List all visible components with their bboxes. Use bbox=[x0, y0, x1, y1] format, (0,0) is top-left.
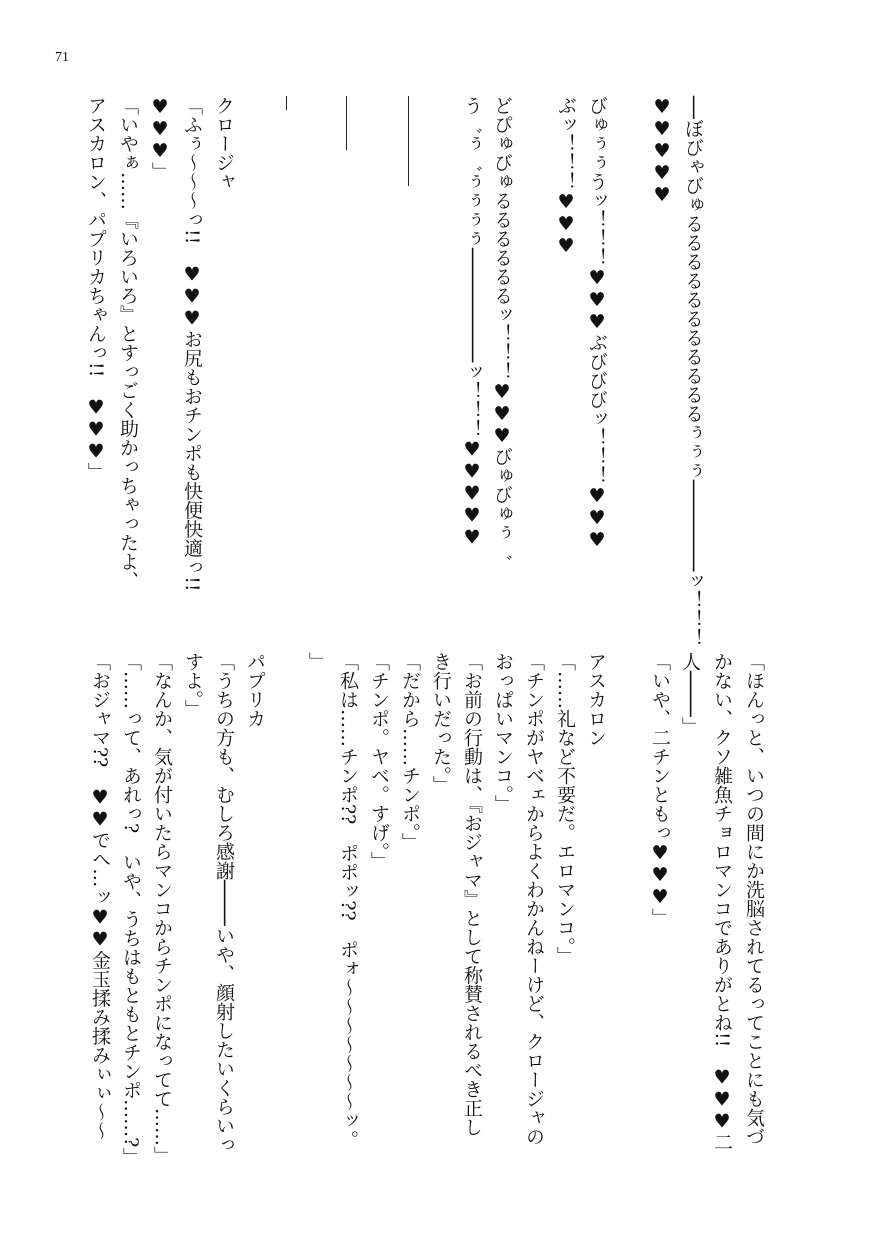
dialogue-line: 「いや、二チンともっ♥♥♥」 bbox=[649, 652, 671, 927]
dialogue-line: 「チンポがヤベェからよくわかんねーけど、クロージャの bbox=[523, 652, 545, 1146]
sound-effect-line: ぶッ！！！♥♥♥ bbox=[555, 96, 577, 257]
dialogue-line: 「おジャマ?? ♥♥でへ…ッ♥♥金玉揉み揉みぃぃ～～ bbox=[89, 652, 111, 1141]
speaker-name: パプリカ bbox=[244, 652, 266, 728]
speaker-name: クロージャ bbox=[213, 96, 235, 191]
dialogue-line: 「チンポ。ヤベ。すげ。」 bbox=[368, 652, 390, 871]
dialogue-line: 「……礼など不要だ。エロマンコ。」 bbox=[554, 652, 576, 966]
dash-separator bbox=[286, 96, 287, 110]
speaker-name: アスカロン bbox=[585, 652, 607, 747]
sound-effect-line: ──ぼびゃびゅるるるるるるるるるるるぅぅぅ────────ッ！！！ bbox=[682, 96, 704, 648]
dialogue-line: 人────」 bbox=[679, 652, 701, 736]
dialogue-line: 「お前の行動は、『おジャマ』として称賛されるべき正し bbox=[461, 652, 483, 1137]
dialogue-line: 「うちの方も、むしろ感謝────いや、顔射したいくらいっ bbox=[213, 652, 235, 1154]
dialogue-line: 「ほんっと、いつの間にか洗脳されてるってことにも気づ bbox=[743, 652, 765, 1146]
sound-effect-line: どぴゅびゅるるるるるるッ！！！♥♥♥びゅびゅぅ゛ bbox=[491, 96, 513, 561]
dialogue-line: ♥♥♥」 bbox=[149, 96, 171, 181]
dialogue-line: アスカロン、パプリカちゃんっ!! ♥♥♥」 bbox=[85, 96, 107, 482]
sound-effect-line: びゅぅぅうッ！！！♥♥♥ぶびびびッ！！！♥♥♥ bbox=[586, 96, 608, 551]
dash-separator bbox=[346, 96, 347, 150]
dash-separator bbox=[408, 96, 409, 186]
dialogue-line: 「ふぅ～～～っ!! ♥♥♥お尻もおチンポも快便快適っ!! bbox=[181, 96, 203, 592]
page-number: 71 bbox=[55, 50, 69, 65]
dialogue-line: 「……って、あれっ? いや、うちはもともとチンポ……?」 bbox=[120, 652, 142, 1167]
heart-line: ♥♥♥♥♥ bbox=[651, 96, 673, 206]
sound-effect-line: う゛ぅ゛ぅぅぅぅ──────────ッ！！！♥♥♥♥♥ bbox=[461, 96, 483, 549]
dialogue-line: 「私は……チンポ?? ポポッ?? ポォ～～～～～～～ッ。 bbox=[337, 652, 359, 1149]
dialogue-line: 「だから……チンポ。」 bbox=[399, 652, 421, 852]
dialogue-line: 」 bbox=[306, 652, 328, 671]
dialogue-line: すよ。」 bbox=[182, 652, 204, 719]
dialogue-line: 「いやぁ……『いろいろ』とすっごく助かっちゃったよ、 bbox=[117, 96, 139, 590]
dialogue-line: おっぱいマンコ。」 bbox=[492, 652, 514, 814]
dialogue-line: 「なんか、気が付いたらマンコからチンポになってて……」 bbox=[151, 652, 173, 1165]
dialogue-line: き行いだった。」 bbox=[430, 652, 452, 795]
dialogue-line: かない、クソ雑魚チョロマンコでありがとね!! ♥♥♥二 bbox=[711, 652, 733, 1152]
